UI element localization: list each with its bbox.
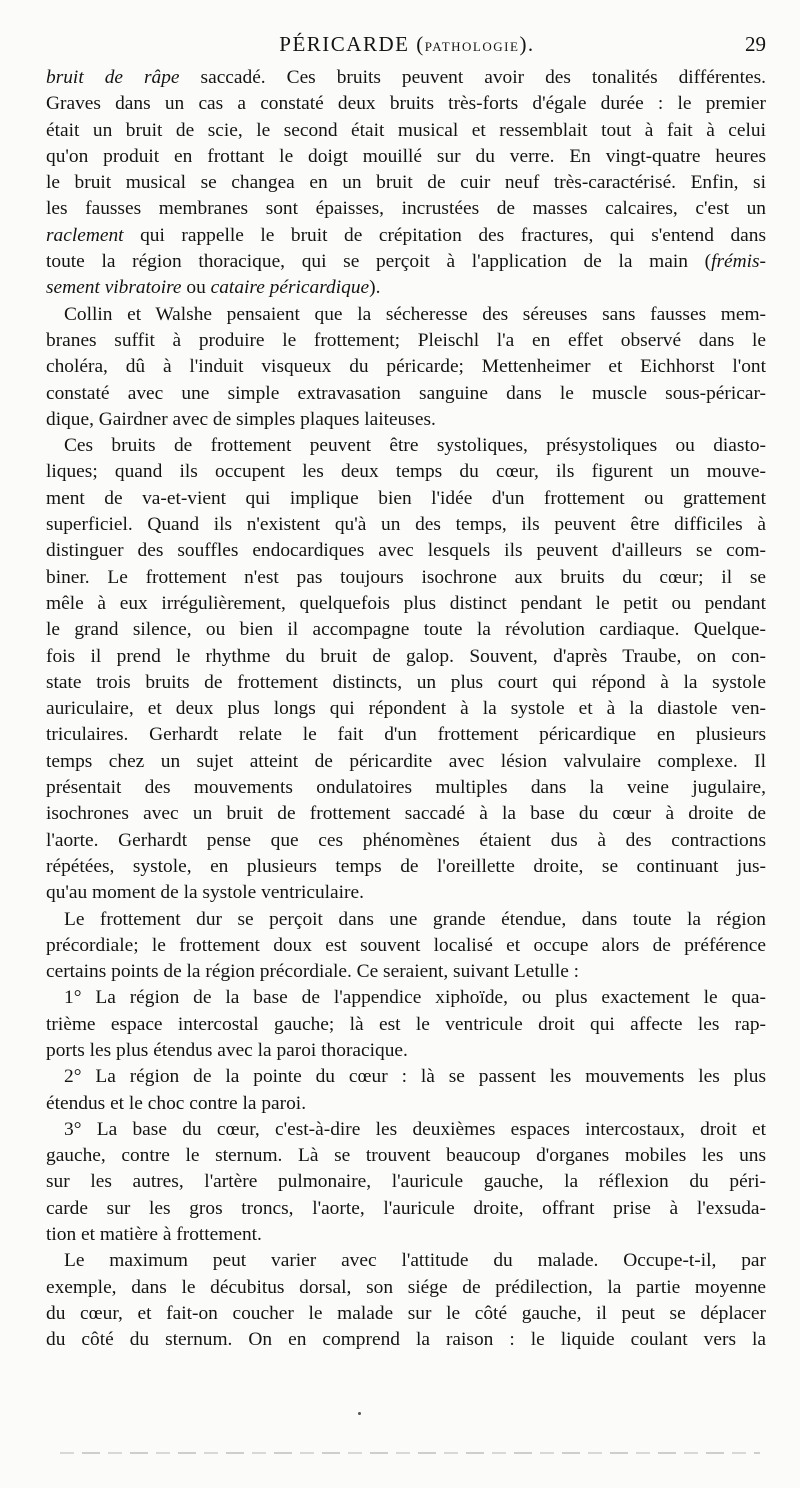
page-number: 29 — [745, 32, 766, 56]
paragraph-line: précordiale; le frottement doux est souvent localisé et occupe alors de préférence — [46, 934, 766, 956]
paragraph-line: du cœur, et fait-on coucher le malade sur le côté gauche, il peut se déplacer — [46, 1302, 766, 1324]
running-title — [48, 32, 766, 57]
paragraph-line: l'aorte. Gerhardt pense que ces phénomènes étaient dus à des contractions — [46, 829, 766, 851]
title-main: PÉRICARDE — [279, 32, 410, 56]
paragraph-line: le bruit musical se changea en un bruit de cuir neuf très-caractérisé. Enfin, si — [46, 172, 766, 194]
paragraph-line: sement vibratoire ou cataire péricardique). — [46, 277, 381, 299]
paragraph-line: qu'on produit en frottant le doigt mouillé sur du verre. En vingt-quatre heures — [46, 145, 766, 167]
italic-term: bruit de râpe — [46, 67, 180, 88]
paragraph-line: sur les autres, l'artère pulmonaire, l'auricule gauche, la réflexion du péri- — [46, 1171, 766, 1193]
paragraph-line: bruit de râpe saccadé. Ces bruits peuvent avoir des tonalités différentes. — [46, 67, 766, 88]
paragraph-line: ment de va-et-vient qui implique bien l'idée d'un frottement ou grattement — [46, 487, 766, 509]
paragraph-line: toute la région thoracique, qui se perçoit à l'application de la main (frémis- — [46, 251, 766, 273]
paragraph-line: ports les plus étendus avec la paroi thoracique. — [46, 1039, 408, 1061]
paragraph-line: biner. Le frottement n'est pas toujours isochrone aux bruits du cœur; il se — [46, 566, 766, 588]
paragraph-line: étendus et le choc contre la paroi. — [46, 1092, 307, 1114]
paragraph-line: distinguer des souffles endocardiques avec lesquels ils peuvent d'ailleurs se com- — [46, 540, 766, 562]
paragraph-line: Le maximum peut varier avec l'attitude du malade. Occupe-t-il, par — [64, 1250, 766, 1272]
paragraph-line: superficiel. Quand ils n'existent qu'à un des temps, ils peuvent être difficiles à — [46, 514, 766, 536]
title-paren-close: ). — [519, 32, 535, 56]
title-section: PATHOLOGIE — [424, 39, 520, 54]
paragraph-line: répétées, systole, en plusieurs temps de l'oreillette droite, se continuant jus- — [46, 855, 766, 877]
paragraph-line: branes suffit à produire le frottement; Pleischl l'a en effet observé dans le — [46, 329, 766, 351]
paragraph-line: tion et matière à frottement. — [46, 1224, 262, 1246]
paragraph-line: triculaires. Gerhardt relate le fait d'un frottement péricardique en plusieurs — [46, 724, 766, 746]
italic-term: raclement — [46, 224, 124, 246]
italic-term: cataire péricardique — [210, 277, 370, 299]
paragraph-line: gauche, contre le sternum. Là se trouvent beaucoup d'organes mobiles les uns — [46, 1145, 766, 1167]
italic-term: sement vibratoire — [46, 277, 182, 299]
paragraph-line: était un bruit de scie, le second était musical et ressemblait tout à fait à celui — [46, 119, 766, 141]
paragraph-line: Graves dans un cas a constaté deux bruits très-forts d'égale durée : le premier — [46, 93, 766, 115]
body-text — [46, 65, 766, 1354]
paragraph-line: isochrones avec un bruit de frottement saccadé à la base du cœur à droite de — [46, 803, 766, 825]
paragraph-line: choléra, dû à l'induit visqueux du péricarde; Mettenheimer et Eichhorst l'ont — [46, 356, 766, 378]
paragraph-line: constaté avec une simple extravasation sanguine dans le muscle sous-péricar- — [46, 382, 766, 404]
paragraph-line: Ces bruits de frottement peuvent être systoliques, présystoliques ou diasto- — [64, 435, 766, 457]
paragraph-line: carde sur les gros troncs, l'aorte, l'auricule droite, offrant prise à l'exsuda- — [46, 1197, 766, 1219]
paragraph-line: state trois bruits de frottement distincts, un plus court qui répond à la systole — [46, 671, 766, 693]
running-header — [48, 32, 766, 60]
paragraph-line: Collin et Walshe pensaient que la sécheresse des séreuses sans fausses mem- — [64, 303, 766, 325]
paragraph-line: présentait des mouvements ondulatoires multiples dans la veine jugulaire, — [46, 777, 766, 799]
paragraph-line: certains points de la région précordiale. Ce seraient, suivant Letulle : — [46, 961, 580, 983]
paragraph-line: les fausses membranes sont épaisses, incrustées de masses calcaires, c'est un — [46, 198, 766, 220]
paragraph-line: exemple, dans le décubitus dorsal, son siége de prédilection, la partie moyenne — [46, 1276, 766, 1298]
paragraph-line: auriculaire, et deux plus longs qui répondent à la systole et à la diastole ven- — [46, 698, 766, 720]
paragraph-line: dique, Gairdner avec de simples plaques laiteuses. — [46, 408, 436, 430]
bleed-through-line — [60, 1452, 760, 1454]
paragraph-line: du côté du sternum. On en comprend la raison : le liquide coulant vers la — [46, 1329, 766, 1351]
paragraph-line: raclement qui rappelle le bruit de crépitation des fractures, qui s'entend dans — [46, 224, 766, 246]
list-item-line: 2° La région de la pointe du cœur : là se passent les mouvements les plus — [64, 1066, 766, 1088]
printer-mark — [358, 1412, 361, 1415]
paragraph-line: mêle à eux irrégulièrement, quelquefois plus distinct pendant le petit ou pendant — [46, 592, 766, 614]
paragraph-line: trième espace intercostal gauche; là est le ventricule droit qui affecte les rap- — [46, 1013, 766, 1035]
paragraph-line: le grand silence, ou bien il accompagne toute la révolution cardiaque. Quelque- — [46, 619, 766, 641]
italic-term: frémis- — [711, 251, 766, 273]
paragraph-line: temps chez un sujet atteint de péricardite avec lésion valvulaire complexe. Il — [46, 750, 766, 772]
title-paren-open: ( — [409, 32, 425, 56]
paragraph-line: liques; quand ils occupent les deux temps du cœur, ils figurent un mouve- — [46, 461, 766, 483]
list-item-line: 3° La base du cœur, c'est-à-dire les deuxièmes espaces intercostaux, droit et — [64, 1118, 766, 1140]
paragraph-line: Le frottement dur se perçoit dans une grande étendue, dans toute la région — [64, 908, 766, 930]
paragraph-line: fois il prend le rhythme du bruit de galop. Souvent, d'après Traube, on con- — [46, 645, 766, 667]
paragraph-line: qu'au moment de la systole ventriculaire. — [46, 882, 364, 904]
list-item-line: 1° La région de la base de l'appendice xiphoïde, ou plus exactement le qua- — [64, 987, 766, 1009]
